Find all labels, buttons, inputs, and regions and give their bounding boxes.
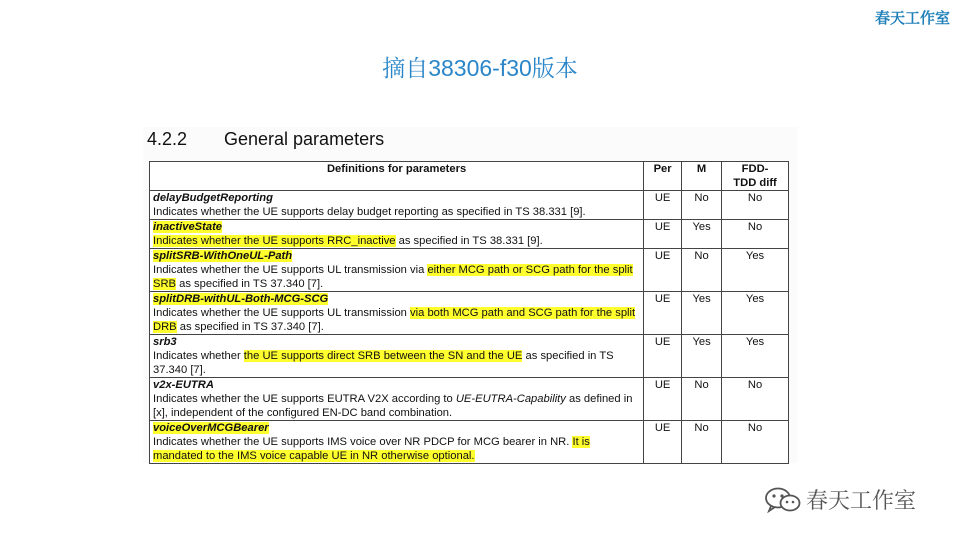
highlighted-text: via both MCG path and SCG path for the split DRB — [153, 307, 636, 333]
header-definitions: Definitions for parameters — [150, 162, 644, 191]
table-row — [150, 249, 789, 292]
fdd-tdd-cell: No — [722, 378, 789, 421]
per-cell: UE — [644, 421, 682, 464]
section-heading — [147, 129, 384, 150]
description-text: UE-EUTRA-Capability — [455, 393, 566, 405]
description-text: as specified in TS 37.340 [7]. — [176, 321, 324, 333]
brand-label: 春天工作室 — [874, 10, 950, 27]
parameters-table — [149, 161, 789, 464]
highlighted-text: either MCG path or SCG path for the split SRB — [153, 264, 633, 290]
description-text: Indicates whether the UE supports delay budget reporting as specified in TS 38.331 [9]. — [153, 206, 586, 218]
description-text: as specified in TS 38.331 [9]. — [395, 235, 543, 247]
parameter-name-text: splitSRB-WithOneUL-Path — [153, 250, 293, 262]
description-text: Indicates whether the UE supports UL transmission — [153, 307, 411, 319]
parameter-name — [153, 220, 640, 234]
m-cell: Yes — [682, 292, 722, 335]
per-cell: UE — [644, 249, 682, 292]
fdd-tdd-cell: Yes — [722, 292, 789, 335]
description-text: Indicates whether the UE supports UL transmission via — [153, 264, 428, 276]
description-text: as specified in TS 37.340 [7]. — [176, 278, 324, 290]
table-row — [150, 378, 789, 421]
section-number: 4.2.2 — [147, 129, 188, 149]
parameter-name — [153, 292, 640, 306]
parameter-description — [153, 206, 586, 218]
parameter-name-text: splitDRB-withUL-Both-MCG-SCG — [153, 293, 329, 305]
parameter-name-text: voiceOverMCGBearer — [153, 422, 269, 434]
per-cell: UE — [644, 335, 682, 378]
parameter-description — [153, 307, 635, 333]
parameter-name-text: inactiveState — [153, 221, 223, 233]
definition-cell — [150, 220, 644, 249]
parameter-name: srb3 — [153, 336, 177, 348]
table-header-row — [150, 162, 789, 191]
parameter-name — [153, 249, 640, 263]
section-title: General parameters — [224, 129, 385, 149]
definition-cell — [150, 421, 644, 464]
fdd-tdd-cell: Yes — [722, 335, 789, 378]
parameter-description — [153, 436, 590, 462]
definition-cell — [150, 378, 644, 421]
fdd-tdd-cell: No — [722, 421, 789, 464]
parameter-description — [153, 350, 614, 376]
m-cell: No — [682, 378, 722, 421]
table-row — [150, 421, 789, 464]
m-cell: No — [682, 421, 722, 464]
highlighted-text: Indicates whether the UE supports RRC_inactive — [153, 235, 396, 247]
per-cell: UE — [644, 220, 682, 249]
header-fdd-tdd: FDD- TDD diff — [722, 162, 789, 191]
parameter-description — [153, 393, 632, 419]
description-text: Indicates whether — [153, 350, 244, 362]
table-row — [150, 191, 789, 220]
wechat-icon — [764, 487, 802, 513]
table-row — [150, 292, 789, 335]
per-cell: UE — [644, 378, 682, 421]
fdd-tdd-cell: No — [722, 220, 789, 249]
m-cell: No — [682, 249, 722, 292]
highlighted-text: It is mandated to the IMS voice capable UE in NR otherwise optional. — [153, 436, 590, 462]
table-row — [150, 335, 789, 378]
m-cell: Yes — [682, 220, 722, 249]
watermark — [764, 484, 916, 515]
definition-cell — [150, 191, 644, 220]
per-cell: UE — [644, 191, 682, 220]
definition-cell — [150, 249, 644, 292]
description-text: Indicates whether the UE supports IMS voice over NR PDCP for MCG bearer in NR. — [153, 436, 573, 448]
fdd-tdd-cell: Yes — [722, 249, 789, 292]
description-text: Indicates whether the UE supports EUTRA V2X according to — [153, 393, 456, 405]
parameter-description — [153, 264, 633, 290]
m-cell: No — [682, 191, 722, 220]
description-text: as specified in TS 37.340 [7]. — [153, 350, 614, 376]
parameter-name: delayBudgetReporting — [153, 192, 273, 204]
slide-title: 摘自38306-f30版本 — [382, 55, 578, 81]
highlighted-text: the UE supports direct SRB between the SN and the UE — [243, 350, 523, 362]
header-m: M — [682, 162, 722, 191]
description-text: as defined in [x], independent of the configured EN-DC band combination. — [153, 393, 633, 419]
table-row — [150, 220, 789, 249]
watermark-text: 春天工作室 — [806, 488, 917, 513]
fdd-tdd-cell: No — [722, 191, 789, 220]
parameter-name — [153, 421, 640, 435]
per-cell: UE — [644, 292, 682, 335]
header-per: Per — [644, 162, 682, 191]
parameter-name: v2x-EUTRA — [153, 379, 214, 391]
m-cell: Yes — [682, 335, 722, 378]
definition-cell — [150, 335, 644, 378]
parameter-description — [153, 235, 543, 247]
document-excerpt — [143, 127, 797, 463]
definition-cell — [150, 292, 644, 335]
